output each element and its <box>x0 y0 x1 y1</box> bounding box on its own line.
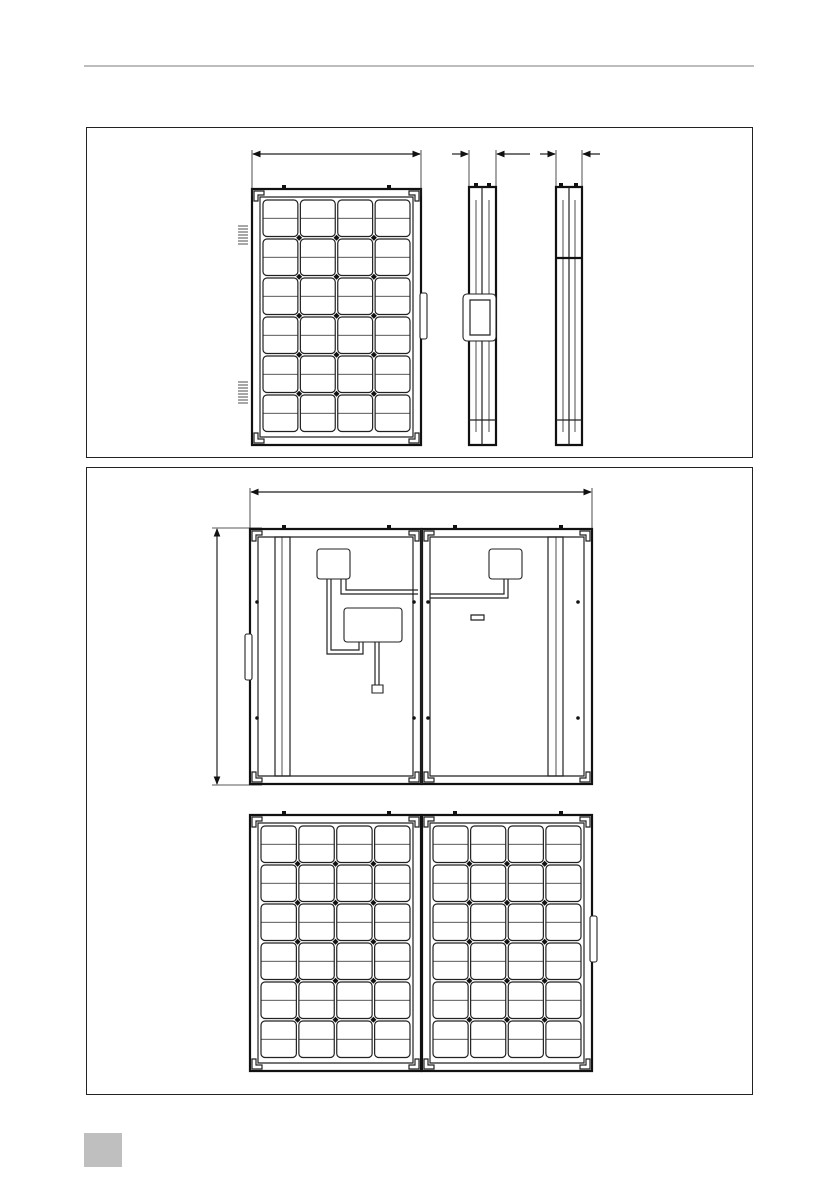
carry-handle <box>590 916 597 962</box>
mounting-hole <box>426 600 430 604</box>
mounting-hole <box>255 600 259 604</box>
corner-bracket <box>409 191 419 201</box>
top-clip <box>282 185 286 189</box>
side-view-handle <box>452 150 530 445</box>
mounting-hole <box>426 716 430 720</box>
mounting-hole <box>576 600 580 604</box>
corner-bracket <box>252 817 262 827</box>
page-number-tab <box>84 1133 122 1167</box>
corner-bracket <box>424 817 434 827</box>
top-clip <box>387 525 391 529</box>
top-clip <box>559 811 563 815</box>
mounting-hole <box>255 716 259 720</box>
rear-view-open <box>212 488 592 785</box>
corner-bracket <box>409 817 419 827</box>
corner-bracket <box>409 1059 419 1069</box>
top-clip <box>387 185 391 189</box>
top-clip <box>282 525 286 529</box>
corner-bracket <box>424 1059 434 1069</box>
top-clip <box>559 525 563 529</box>
corner-bracket <box>254 191 264 201</box>
corner-bracket <box>409 433 419 443</box>
carry-handle <box>420 293 427 339</box>
mounting-hole <box>412 716 416 720</box>
corner-bracket <box>254 433 264 443</box>
top-clip <box>453 811 457 815</box>
front-view-open <box>250 811 592 1071</box>
mounting-hole <box>412 600 416 604</box>
top-clip <box>387 811 391 815</box>
corner-bracket <box>252 1059 262 1069</box>
corner-bracket <box>580 1059 590 1069</box>
folded-front-view <box>238 185 427 445</box>
top-clip <box>282 811 286 815</box>
corner-bracket <box>580 817 590 827</box>
mounting-hole <box>576 716 580 720</box>
top-clip <box>453 525 457 529</box>
side-view-plain <box>540 150 600 445</box>
